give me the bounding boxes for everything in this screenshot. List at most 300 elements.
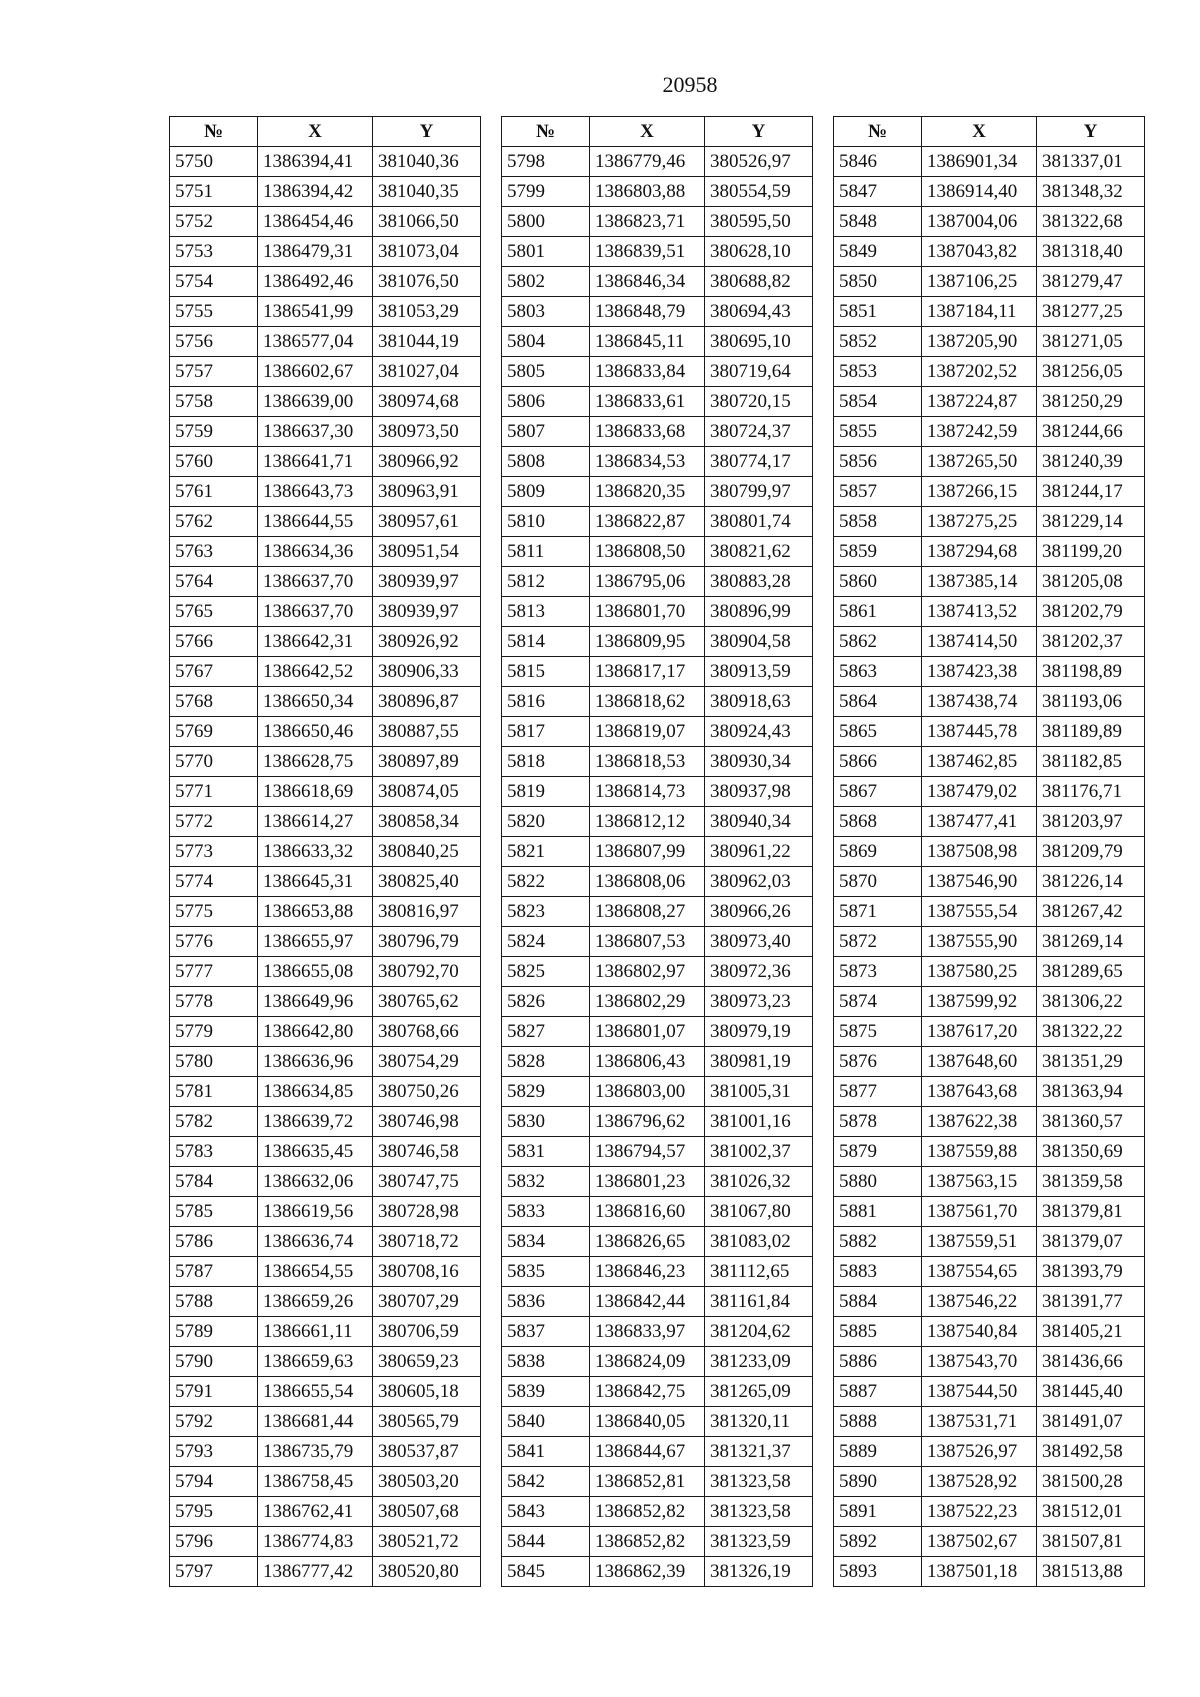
y-coordinate-cell: 381348,32 <box>1037 177 1145 207</box>
table-row <box>502 387 813 417</box>
point-number-cell: 5867 <box>834 777 922 807</box>
x-coordinate-cell: 1386650,34 <box>258 687 373 717</box>
point-number-cell: 5849 <box>834 237 922 267</box>
table-row <box>834 207 1145 237</box>
table-row <box>502 927 813 957</box>
table-row <box>834 447 1145 477</box>
table-row <box>502 297 813 327</box>
point-number-cell: 5762 <box>170 507 258 537</box>
table-row <box>170 1317 481 1347</box>
x-coordinate-cell: 1386807,99 <box>590 837 705 867</box>
point-number-cell: 5768 <box>170 687 258 717</box>
point-number-cell: 5817 <box>502 717 590 747</box>
x-coordinate-cell: 1387043,82 <box>922 237 1037 267</box>
y-coordinate-cell: 380554,59 <box>705 177 813 207</box>
y-coordinate-cell: 381379,07 <box>1037 1227 1145 1257</box>
y-coordinate-cell: 380972,36 <box>705 957 813 987</box>
point-number-cell: 5893 <box>834 1557 922 1587</box>
table-header-row <box>170 117 481 147</box>
point-number-cell: 5886 <box>834 1347 922 1377</box>
table-row <box>170 357 481 387</box>
point-number-cell: 5804 <box>502 327 590 357</box>
x-coordinate-cell: 1387622,38 <box>922 1107 1037 1137</box>
x-coordinate-cell: 1386794,57 <box>590 1137 705 1167</box>
table-row <box>834 387 1145 417</box>
y-coordinate-cell: 380874,05 <box>373 777 481 807</box>
x-coordinate-cell: 1386735,79 <box>258 1437 373 1467</box>
table-row <box>834 357 1145 387</box>
table-row <box>834 147 1145 177</box>
x-coordinate-cell: 1387555,54 <box>922 897 1037 927</box>
y-coordinate-cell: 381323,58 <box>705 1467 813 1497</box>
x-coordinate-cell: 1387477,41 <box>922 807 1037 837</box>
table-row <box>502 657 813 687</box>
y-coordinate-cell: 380966,26 <box>705 897 813 927</box>
point-number-cell: 5883 <box>834 1257 922 1287</box>
x-coordinate-cell: 1387205,90 <box>922 327 1037 357</box>
point-number-cell: 5771 <box>170 777 258 807</box>
point-number-cell: 5755 <box>170 297 258 327</box>
header-x: X <box>258 117 373 147</box>
y-coordinate-cell: 380930,34 <box>705 747 813 777</box>
point-number-cell: 5756 <box>170 327 258 357</box>
y-coordinate-cell: 381204,62 <box>705 1317 813 1347</box>
y-coordinate-cell: 380605,18 <box>373 1377 481 1407</box>
point-number-cell: 5805 <box>502 357 590 387</box>
table-row <box>170 657 481 687</box>
y-coordinate-cell: 381500,28 <box>1037 1467 1145 1497</box>
point-number-cell: 5840 <box>502 1407 590 1437</box>
y-coordinate-cell: 380973,50 <box>373 417 481 447</box>
table-row <box>170 387 481 417</box>
point-number-cell: 5878 <box>834 1107 922 1137</box>
x-coordinate-cell: 1387559,51 <box>922 1227 1037 1257</box>
point-number-cell: 5872 <box>834 927 922 957</box>
y-coordinate-cell: 381067,80 <box>705 1197 813 1227</box>
table-row <box>502 537 813 567</box>
table-row <box>170 1437 481 1467</box>
point-number-cell: 5885 <box>834 1317 922 1347</box>
x-coordinate-cell: 1387479,02 <box>922 777 1037 807</box>
table-header-row <box>502 117 813 147</box>
point-number-cell: 5852 <box>834 327 922 357</box>
x-coordinate-cell: 1386636,74 <box>258 1227 373 1257</box>
point-number-cell: 5806 <box>502 387 590 417</box>
x-coordinate-cell: 1386803,00 <box>590 1077 705 1107</box>
y-coordinate-cell: 381040,36 <box>373 147 481 177</box>
table-row <box>502 267 813 297</box>
x-coordinate-cell: 1386803,88 <box>590 177 705 207</box>
x-coordinate-cell: 1386842,44 <box>590 1287 705 1317</box>
point-number-cell: 5836 <box>502 1287 590 1317</box>
point-number-cell: 5822 <box>502 867 590 897</box>
point-number-cell: 5838 <box>502 1347 590 1377</box>
y-coordinate-cell: 381269,14 <box>1037 927 1145 957</box>
y-coordinate-cell: 381044,19 <box>373 327 481 357</box>
table-row <box>834 1557 1145 1587</box>
y-coordinate-cell: 380659,23 <box>373 1347 481 1377</box>
y-coordinate-cell: 381199,20 <box>1037 537 1145 567</box>
table-row <box>834 327 1145 357</box>
table-row <box>170 447 481 477</box>
x-coordinate-cell: 1386633,32 <box>258 837 373 867</box>
x-coordinate-cell: 1386643,73 <box>258 477 373 507</box>
x-coordinate-cell: 1386807,53 <box>590 927 705 957</box>
table-row <box>502 567 813 597</box>
point-number-cell: 5855 <box>834 417 922 447</box>
table-row <box>502 987 813 1017</box>
table-row <box>834 1317 1145 1347</box>
table-row <box>170 717 481 747</box>
table-row <box>834 477 1145 507</box>
point-number-cell: 5850 <box>834 267 922 297</box>
y-coordinate-cell: 381001,16 <box>705 1107 813 1137</box>
point-number-cell: 5870 <box>834 867 922 897</box>
y-coordinate-cell: 380973,40 <box>705 927 813 957</box>
x-coordinate-cell: 1387648,60 <box>922 1047 1037 1077</box>
x-coordinate-cell: 1386637,30 <box>258 417 373 447</box>
x-coordinate-cell: 1387445,78 <box>922 717 1037 747</box>
y-coordinate-cell: 381202,37 <box>1037 627 1145 657</box>
point-number-cell: 5777 <box>170 957 258 987</box>
x-coordinate-cell: 1386394,42 <box>258 177 373 207</box>
point-number-cell: 5769 <box>170 717 258 747</box>
x-coordinate-cell: 1386661,11 <box>258 1317 373 1347</box>
y-coordinate-cell: 380747,75 <box>373 1167 481 1197</box>
point-number-cell: 5753 <box>170 237 258 267</box>
table-row <box>170 267 481 297</box>
table-header-row <box>834 117 1145 147</box>
x-coordinate-cell: 1386845,11 <box>590 327 705 357</box>
table-row <box>502 1227 813 1257</box>
x-coordinate-cell: 1386834,53 <box>590 447 705 477</box>
y-coordinate-cell: 380840,25 <box>373 837 481 867</box>
table-row <box>834 657 1145 687</box>
y-coordinate-cell: 380974,68 <box>373 387 481 417</box>
y-coordinate-cell: 380887,55 <box>373 717 481 747</box>
y-coordinate-cell: 381076,50 <box>373 267 481 297</box>
point-number-cell: 5813 <box>502 597 590 627</box>
y-coordinate-cell: 381351,29 <box>1037 1047 1145 1077</box>
table-row <box>502 867 813 897</box>
table-row <box>170 177 481 207</box>
point-number-cell: 5827 <box>502 1017 590 1047</box>
x-coordinate-cell: 1386846,34 <box>590 267 705 297</box>
header-x: X <box>922 117 1037 147</box>
y-coordinate-cell: 381393,79 <box>1037 1257 1145 1287</box>
table-row <box>170 957 481 987</box>
x-coordinate-cell: 1386839,51 <box>590 237 705 267</box>
point-number-cell: 5881 <box>834 1197 922 1227</box>
x-coordinate-cell: 1387265,50 <box>922 447 1037 477</box>
table-row <box>834 777 1145 807</box>
point-number-cell: 5858 <box>834 507 922 537</box>
x-coordinate-cell: 1386852,81 <box>590 1467 705 1497</box>
point-number-cell: 5824 <box>502 927 590 957</box>
table-row <box>502 687 813 717</box>
table-row <box>834 987 1145 1017</box>
table-row <box>170 1407 481 1437</box>
table-row <box>502 1497 813 1527</box>
y-coordinate-cell: 381176,71 <box>1037 777 1145 807</box>
point-number-cell: 5882 <box>834 1227 922 1257</box>
y-coordinate-cell: 381277,25 <box>1037 297 1145 327</box>
y-coordinate-cell: 380774,17 <box>705 447 813 477</box>
table-row <box>170 777 481 807</box>
x-coordinate-cell: 1387546,90 <box>922 867 1037 897</box>
y-coordinate-cell: 381233,09 <box>705 1347 813 1377</box>
x-coordinate-cell: 1386541,99 <box>258 297 373 327</box>
y-coordinate-cell: 380918,63 <box>705 687 813 717</box>
point-number-cell: 5794 <box>170 1467 258 1497</box>
y-coordinate-cell: 380706,59 <box>373 1317 481 1347</box>
table-row <box>502 717 813 747</box>
point-number-cell: 5835 <box>502 1257 590 1287</box>
table-row <box>502 1527 813 1557</box>
table-row <box>834 1407 1145 1437</box>
point-number-cell: 5825 <box>502 957 590 987</box>
table-row <box>170 1497 481 1527</box>
x-coordinate-cell: 1387561,70 <box>922 1197 1037 1227</box>
y-coordinate-cell: 380694,43 <box>705 297 813 327</box>
point-number-cell: 5853 <box>834 357 922 387</box>
table-row <box>170 1467 481 1497</box>
x-coordinate-cell: 1387546,22 <box>922 1287 1037 1317</box>
point-number-cell: 5780 <box>170 1047 258 1077</box>
y-coordinate-cell: 381256,05 <box>1037 357 1145 387</box>
y-coordinate-cell: 380688,82 <box>705 267 813 297</box>
x-coordinate-cell: 1387242,59 <box>922 417 1037 447</box>
table-row <box>834 1527 1145 1557</box>
table-row <box>834 1347 1145 1377</box>
x-coordinate-cell: 1386816,60 <box>590 1197 705 1227</box>
point-number-cell: 5781 <box>170 1077 258 1107</box>
y-coordinate-cell: 381202,79 <box>1037 597 1145 627</box>
y-coordinate-cell: 381491,07 <box>1037 1407 1145 1437</box>
x-coordinate-cell: 1387184,11 <box>922 297 1037 327</box>
table-row <box>834 1227 1145 1257</box>
table-row <box>502 897 813 927</box>
table-row <box>834 1377 1145 1407</box>
point-number-cell: 5765 <box>170 597 258 627</box>
x-coordinate-cell: 1386833,84 <box>590 357 705 387</box>
y-coordinate-cell: 381083,02 <box>705 1227 813 1257</box>
x-coordinate-cell: 1386479,31 <box>258 237 373 267</box>
y-coordinate-cell: 380926,92 <box>373 627 481 657</box>
x-coordinate-cell: 1386634,36 <box>258 537 373 567</box>
y-coordinate-cell: 380961,22 <box>705 837 813 867</box>
y-coordinate-cell: 381198,89 <box>1037 657 1145 687</box>
y-coordinate-cell: 381205,08 <box>1037 567 1145 597</box>
point-number-cell: 5818 <box>502 747 590 777</box>
y-coordinate-cell: 380973,23 <box>705 987 813 1017</box>
point-number-cell: 5787 <box>170 1257 258 1287</box>
x-coordinate-cell: 1386758,45 <box>258 1467 373 1497</box>
x-coordinate-cell: 1386655,54 <box>258 1377 373 1407</box>
x-coordinate-cell: 1386862,39 <box>590 1557 705 1587</box>
table-row <box>834 1017 1145 1047</box>
y-coordinate-cell: 380858,34 <box>373 807 481 837</box>
table-row <box>502 1197 813 1227</box>
table-row <box>170 747 481 777</box>
x-coordinate-cell: 1386823,71 <box>590 207 705 237</box>
y-coordinate-cell: 381026,32 <box>705 1167 813 1197</box>
point-number-cell: 5811 <box>502 537 590 567</box>
table-row <box>834 1167 1145 1197</box>
x-coordinate-cell: 1387559,88 <box>922 1137 1037 1167</box>
x-coordinate-cell: 1387414,50 <box>922 627 1037 657</box>
y-coordinate-cell: 380951,54 <box>373 537 481 567</box>
point-number-cell: 5860 <box>834 567 922 597</box>
point-number-cell: 5856 <box>834 447 922 477</box>
x-coordinate-cell: 1386844,67 <box>590 1437 705 1467</box>
x-coordinate-cell: 1387544,50 <box>922 1377 1037 1407</box>
table-row <box>834 897 1145 927</box>
table-row <box>834 417 1145 447</box>
x-coordinate-cell: 1387522,23 <box>922 1497 1037 1527</box>
y-coordinate-cell: 381053,29 <box>373 297 481 327</box>
y-coordinate-cell: 381318,40 <box>1037 237 1145 267</box>
point-number-cell: 5763 <box>170 537 258 567</box>
table-row <box>170 1227 481 1257</box>
y-coordinate-cell: 381507,81 <box>1037 1527 1145 1557</box>
x-coordinate-cell: 1387266,15 <box>922 477 1037 507</box>
point-number-cell: 5754 <box>170 267 258 297</box>
x-coordinate-cell: 1386492,46 <box>258 267 373 297</box>
table-row <box>502 327 813 357</box>
y-coordinate-cell: 381040,35 <box>373 177 481 207</box>
table-row <box>170 987 481 1017</box>
table-row <box>502 1137 813 1167</box>
point-number-cell: 5859 <box>834 537 922 567</box>
point-number-cell: 5864 <box>834 687 922 717</box>
coordinates-table-3 <box>833 116 1145 1587</box>
point-number-cell: 5791 <box>170 1377 258 1407</box>
table-row <box>170 327 481 357</box>
point-number-cell: 5789 <box>170 1317 258 1347</box>
x-coordinate-cell: 1386634,85 <box>258 1077 373 1107</box>
point-number-cell: 5775 <box>170 897 258 927</box>
x-coordinate-cell: 1386846,23 <box>590 1257 705 1287</box>
x-coordinate-cell: 1386659,63 <box>258 1347 373 1377</box>
table-row <box>502 1557 813 1587</box>
x-coordinate-cell: 1386848,79 <box>590 297 705 327</box>
x-coordinate-cell: 1386812,12 <box>590 807 705 837</box>
table-row <box>834 1107 1145 1137</box>
y-coordinate-cell: 381492,58 <box>1037 1437 1145 1467</box>
y-coordinate-cell: 380979,19 <box>705 1017 813 1047</box>
y-coordinate-cell: 381326,19 <box>705 1557 813 1587</box>
x-coordinate-cell: 1386762,41 <box>258 1497 373 1527</box>
table-row <box>502 147 813 177</box>
x-coordinate-cell: 1386642,80 <box>258 1017 373 1047</box>
table-row <box>502 1167 813 1197</box>
point-number-cell: 5839 <box>502 1377 590 1407</box>
y-coordinate-cell: 381271,05 <box>1037 327 1145 357</box>
y-coordinate-cell: 381323,59 <box>705 1527 813 1557</box>
point-number-cell: 5808 <box>502 447 590 477</box>
table-row <box>834 627 1145 657</box>
y-coordinate-cell: 380750,26 <box>373 1077 481 1107</box>
table-row <box>502 1347 813 1377</box>
table-row <box>502 957 813 987</box>
point-number-cell: 5820 <box>502 807 590 837</box>
y-coordinate-cell: 380801,74 <box>705 507 813 537</box>
x-coordinate-cell: 1387294,68 <box>922 537 1037 567</box>
table-row <box>834 1197 1145 1227</box>
point-number-cell: 5876 <box>834 1047 922 1077</box>
y-coordinate-cell: 380883,28 <box>705 567 813 597</box>
y-coordinate-cell: 381002,37 <box>705 1137 813 1167</box>
x-coordinate-cell: 1386644,55 <box>258 507 373 537</box>
y-coordinate-cell: 381337,01 <box>1037 147 1145 177</box>
point-number-cell: 5846 <box>834 147 922 177</box>
y-coordinate-cell: 381250,29 <box>1037 387 1145 417</box>
y-coordinate-cell: 381350,69 <box>1037 1137 1145 1167</box>
point-number-cell: 5809 <box>502 477 590 507</box>
table-row <box>170 1017 481 1047</box>
point-number-cell: 5751 <box>170 177 258 207</box>
x-coordinate-cell: 1387599,92 <box>922 987 1037 1017</box>
table-row <box>170 1107 481 1137</box>
header-x: X <box>590 117 705 147</box>
point-number-cell: 5833 <box>502 1197 590 1227</box>
point-number-cell: 5764 <box>170 567 258 597</box>
table-row <box>170 1347 481 1377</box>
point-number-cell: 5802 <box>502 267 590 297</box>
table-row <box>834 1257 1145 1287</box>
point-number-cell: 5814 <box>502 627 590 657</box>
point-number-cell: 5807 <box>502 417 590 447</box>
table-row <box>502 207 813 237</box>
point-number-cell: 5767 <box>170 657 258 687</box>
x-coordinate-cell: 1386637,70 <box>258 597 373 627</box>
x-coordinate-cell: 1387462,85 <box>922 747 1037 777</box>
point-number-cell: 5830 <box>502 1107 590 1137</box>
x-coordinate-cell: 1386795,06 <box>590 567 705 597</box>
table-row <box>170 417 481 447</box>
point-number-cell: 5782 <box>170 1107 258 1137</box>
table-row <box>834 1437 1145 1467</box>
point-number-cell: 5758 <box>170 387 258 417</box>
y-coordinate-cell: 381405,21 <box>1037 1317 1145 1347</box>
x-coordinate-cell: 1386602,67 <box>258 357 373 387</box>
x-coordinate-cell: 1386642,31 <box>258 627 373 657</box>
table-row <box>170 807 481 837</box>
header-number: № <box>170 117 258 147</box>
x-coordinate-cell: 1386777,42 <box>258 1557 373 1587</box>
y-coordinate-cell: 381267,42 <box>1037 897 1145 927</box>
point-number-cell: 5816 <box>502 687 590 717</box>
point-number-cell: 5863 <box>834 657 922 687</box>
table-row <box>170 627 481 657</box>
x-coordinate-cell: 1386659,26 <box>258 1287 373 1317</box>
table-row <box>170 567 481 597</box>
x-coordinate-cell: 1386818,62 <box>590 687 705 717</box>
x-coordinate-cell: 1386822,87 <box>590 507 705 537</box>
x-coordinate-cell: 1386801,70 <box>590 597 705 627</box>
x-coordinate-cell: 1386852,82 <box>590 1497 705 1527</box>
table-row <box>834 597 1145 627</box>
point-number-cell: 5819 <box>502 777 590 807</box>
point-number-cell: 5761 <box>170 477 258 507</box>
y-coordinate-cell: 381161,84 <box>705 1287 813 1317</box>
x-coordinate-cell: 1386817,17 <box>590 657 705 687</box>
x-coordinate-cell: 1386819,07 <box>590 717 705 747</box>
x-coordinate-cell: 1387413,52 <box>922 597 1037 627</box>
point-number-cell: 5875 <box>834 1017 922 1047</box>
point-number-cell: 5779 <box>170 1017 258 1047</box>
